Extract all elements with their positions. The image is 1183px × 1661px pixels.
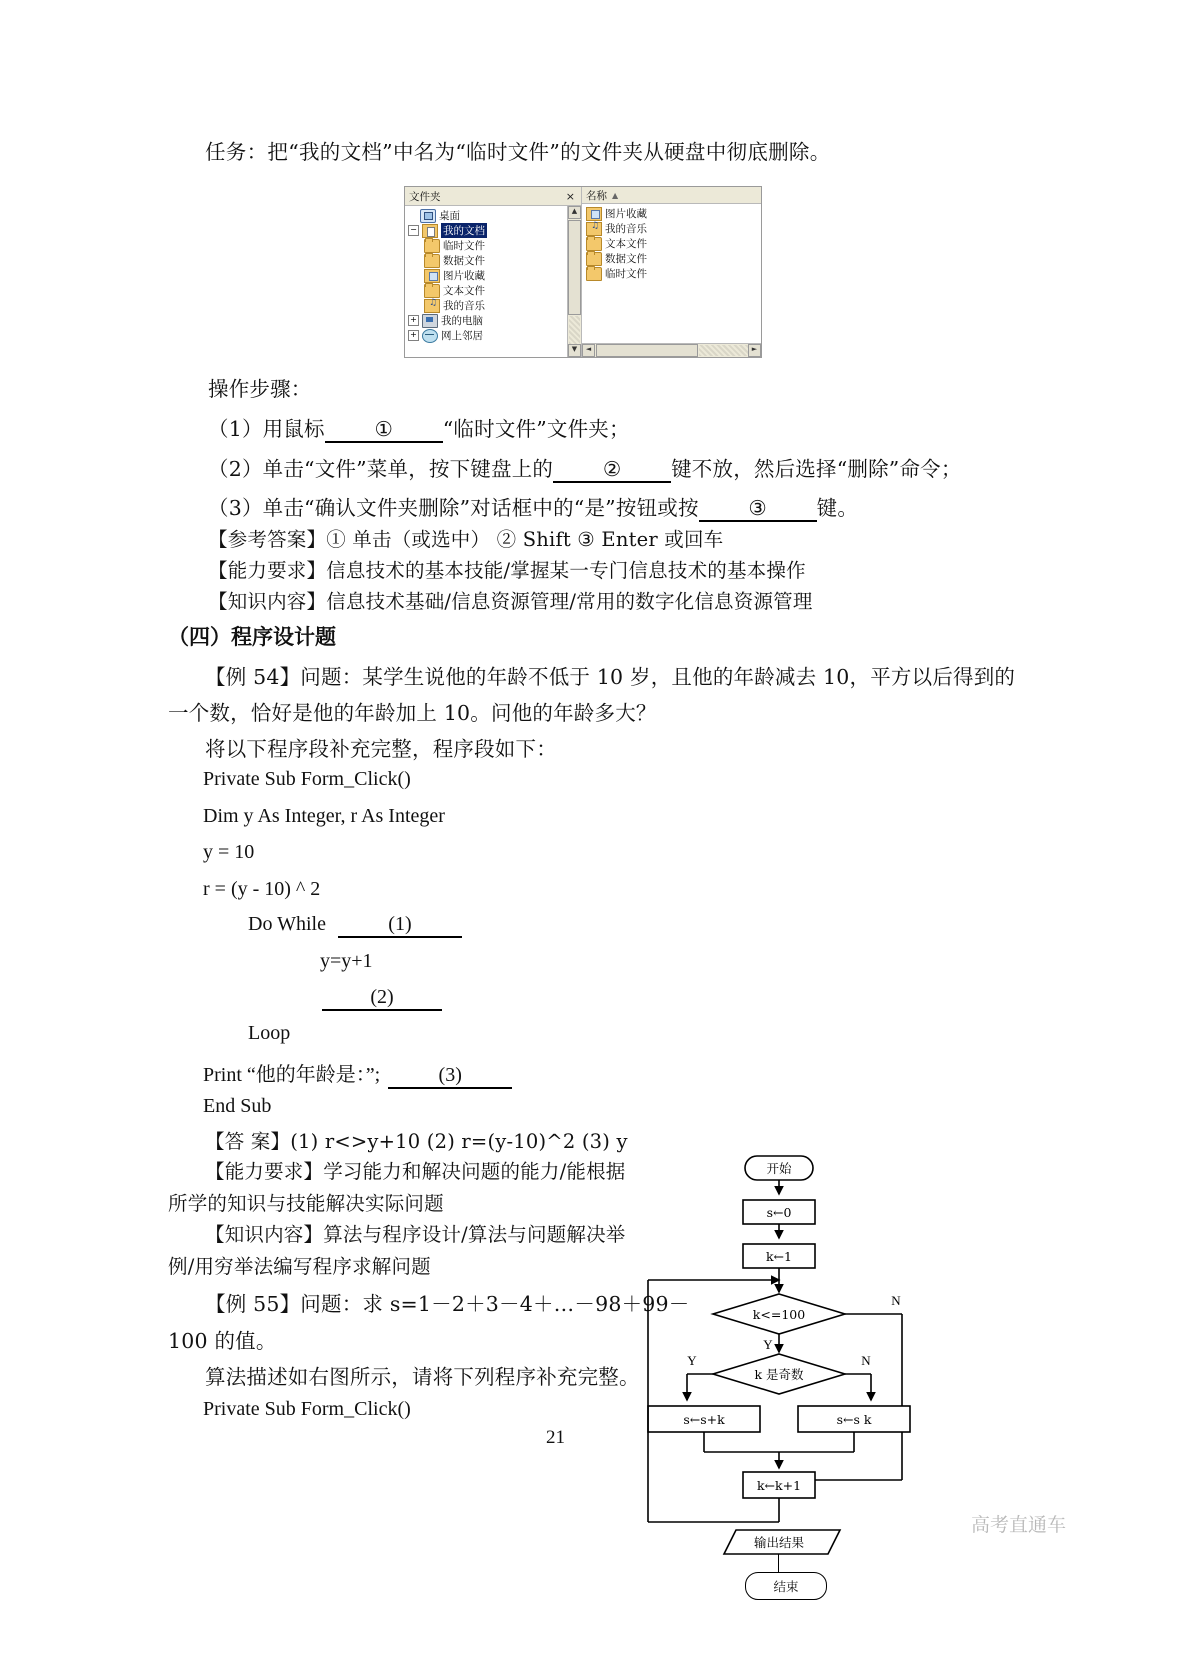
step-2-blank[interactable]: ②	[553, 457, 671, 483]
watermark: 高考直通车	[971, 1514, 1067, 1536]
step-1	[208, 412, 630, 443]
list-item[interactable]	[586, 251, 761, 266]
step-2	[208, 452, 962, 483]
step-3	[208, 491, 858, 522]
page-number: 21	[546, 1427, 565, 1448]
flow-node-init-s: s←0	[766, 1205, 792, 1220]
close-icon[interactable]: ×	[565, 189, 575, 203]
step-2-text-a: （2）单击“文件”菜单，按下键盘上的	[208, 457, 554, 481]
ability-requirement-line: 【能力要求】信息技术的基本技能/掌握某一专门信息技术的基本操作	[208, 559, 806, 582]
example54-knowledge-line2: 例/用穷举法编写程序求解问题	[168, 1255, 431, 1278]
code-blank-2[interactable]: (2)	[322, 986, 442, 1011]
code-line-loop: Loop	[248, 1022, 291, 1044]
flow-node-init-k: k←1	[765, 1249, 793, 1264]
scrollbar-thumb[interactable]	[568, 220, 581, 315]
folders-pane-title: 文件夹	[409, 190, 441, 203]
tree-item-data-files[interactable]	[408, 253, 567, 268]
tree-item-my-pictures[interactable]	[408, 268, 567, 283]
tree-item-label: 我的电脑	[441, 315, 483, 327]
code-line-loop-body: y=y+1	[320, 950, 373, 972]
code-line-r-assign: r = (y - 10) ^ 2	[203, 878, 321, 900]
folder-tree-wrapper	[405, 206, 581, 357]
flow-node-increment: k←k+1	[756, 1478, 802, 1493]
example54-question-line1: 【例 54】问题：某学生说他的年龄不低于 10 岁，且他的年龄减去 10，平方以后得到的	[205, 665, 1016, 689]
network-icon	[422, 329, 438, 343]
example54-knowledge-line1: 【知识内容】算法与程序设计/算法与问题解决举	[205, 1223, 626, 1246]
collapse-icon[interactable]: −	[408, 225, 419, 236]
step-1-blank[interactable]: ①	[325, 417, 443, 443]
scroll-down-icon[interactable]: ▼	[568, 344, 581, 357]
folder-icon	[586, 252, 602, 266]
knowledge-content-line: 【知识内容】信息技术基础/信息资源管理/常用的数字化信息资源管理	[208, 590, 813, 613]
step-3-text-a: （3）单击“确认文件夹删除”对话框中的“是”按钮或按	[208, 496, 699, 520]
tree-item-my-computer[interactable]	[408, 313, 567, 328]
tree-item-my-music[interactable]	[408, 298, 567, 313]
section-heading: （四）程序设计题	[168, 624, 336, 649]
folder-icon	[424, 239, 440, 253]
file-list-column-header[interactable]	[582, 187, 761, 204]
list-item[interactable]	[586, 206, 761, 221]
explorer-file-list-pane	[582, 187, 761, 357]
algorithm-flowchart	[640, 1150, 930, 1560]
tree-item-label: 我的音乐	[443, 300, 485, 312]
tree-item-desktop[interactable]	[408, 208, 567, 223]
tree-item-label: 文本文件	[443, 285, 485, 297]
folder-music-icon	[586, 222, 602, 236]
file-list-horizontal-scrollbar[interactable]	[582, 343, 761, 357]
flow-label-cond-odd-no: N	[861, 1353, 871, 1368]
step-2-text-b: 键不放，然后选择“删除”命令；	[671, 457, 962, 481]
print-label: Print “他的年龄是：”;	[203, 1064, 381, 1086]
code-blank-1[interactable]: (1)	[338, 913, 462, 938]
desktop-icon	[420, 209, 436, 223]
folder-doc-icon	[422, 224, 438, 238]
tree-item-my-documents[interactable]	[408, 223, 567, 238]
example55-question-line2: 100 的值。	[168, 1329, 277, 1353]
computer-icon	[422, 314, 438, 328]
code-line-do-while	[248, 913, 462, 938]
windows-explorer-screenshot	[404, 186, 762, 358]
flow-node-sub: s←s k	[836, 1412, 872, 1427]
code-line-dim: Dim y As Integer, r As Integer	[203, 805, 445, 827]
scroll-up-icon[interactable]: ▲	[568, 206, 581, 219]
code-line-y-assign: y = 10	[203, 841, 255, 863]
scroll-left-icon[interactable]: ◄	[582, 344, 595, 357]
expand-icon[interactable]: +	[408, 330, 419, 341]
tree-item-label: 图片收藏	[443, 270, 485, 282]
example54-ability-line2: 所学的知识与技能解决实际问题	[168, 1192, 444, 1215]
example54-question-line2: 一个数，恰好是他的年龄加上 10。问他的年龄多大？	[168, 701, 657, 725]
step-1-text-a: （1）用鼠标	[208, 417, 325, 441]
list-item-label: 数据文件	[605, 253, 647, 265]
tree-item-temp-files[interactable]	[408, 238, 567, 253]
flow-connector-output-to-end	[778, 1554, 779, 1572]
list-item-label: 临时文件	[605, 268, 647, 280]
example54-ability-line1: 【能力要求】学习能力和解决问题的能力/能根据	[205, 1160, 626, 1183]
sort-ascending-icon: ▲	[612, 190, 619, 200]
code-line-print	[203, 1058, 512, 1089]
tree-item-label: 临时文件	[443, 240, 485, 252]
list-item[interactable]	[586, 236, 761, 251]
code-line-blank-2	[322, 986, 442, 1011]
tree-item-label: 网上邻居	[441, 330, 483, 342]
list-item-label: 图片收藏	[605, 208, 647, 220]
flow-node-end: 结束	[773, 1579, 799, 1594]
folder-pic-icon	[586, 207, 602, 221]
code-line-end-sub: End Sub	[203, 1095, 272, 1117]
list-item-label: 文本文件	[605, 238, 647, 250]
step-1-text-b: “临时文件”文件夹；	[442, 417, 630, 441]
task-statement: 任务：把“我的文档”中名为“临时文件”的文件夹从硬盘中彻底删除。	[205, 140, 831, 164]
code-line-private-sub: Private Sub Form_Click()	[203, 768, 411, 790]
step-3-text-b: 键。	[816, 496, 859, 520]
folder-icon	[424, 284, 440, 298]
tree-item-label: 桌面	[439, 210, 460, 222]
column-header-name: 名称	[586, 189, 607, 202]
do-while-label: Do While	[248, 913, 326, 935]
flow-node-output: 输出结果	[753, 1535, 805, 1550]
flow-node-start: 开始	[766, 1161, 792, 1176]
step-3-blank[interactable]: ③	[699, 496, 817, 522]
folder-pic-icon	[424, 269, 440, 283]
expand-icon[interactable]: +	[408, 315, 419, 326]
list-item[interactable]	[586, 221, 761, 236]
folders-pane-titlebar	[405, 187, 581, 206]
scrollbar-thumb[interactable]	[596, 344, 698, 357]
list-item-label: 我的音乐	[605, 223, 647, 235]
flow-label-cond-odd-yes: Y	[687, 1353, 697, 1368]
example55-instruction: 算法描述如右图所示，请将下列程序补充完整。	[205, 1365, 640, 1389]
folder-icon	[586, 237, 602, 251]
tree-item-label: 我的文档	[443, 225, 485, 237]
example54-answer-line: 【答 案】(1) r<>y+10 (2) r=(y-10)^2 (3) y	[205, 1130, 628, 1153]
code-blank-3[interactable]: (3)	[388, 1064, 512, 1089]
folder-icon	[586, 267, 602, 281]
folders-vertical-scrollbar[interactable]	[567, 206, 581, 357]
list-item[interactable]	[586, 266, 761, 281]
explorer-folders-pane	[405, 187, 582, 357]
example55-code-line1: Private Sub Form_Click()	[203, 1398, 411, 1420]
scrollbar-track[interactable]	[699, 345, 748, 356]
folder-icon	[424, 254, 440, 268]
scrollbar-track[interactable]	[569, 316, 580, 344]
example54-instruction: 将以下程序段补充完整，程序段如下：	[205, 737, 557, 761]
scroll-right-icon[interactable]: ►	[748, 344, 761, 357]
flow-node-cond-odd: k 是奇数	[754, 1367, 804, 1382]
tree-item-text-files[interactable]	[408, 283, 567, 298]
flow-node-end-wrapper	[745, 1572, 827, 1600]
folder-music-icon	[424, 299, 440, 313]
folder-tree	[405, 206, 567, 357]
steps-title: 操作步骤：	[208, 377, 312, 401]
flow-label-cond-k-yes: Y	[763, 1337, 773, 1352]
flow-label-cond-k-no: N	[891, 1293, 901, 1308]
file-list	[582, 204, 761, 343]
tree-item-label: 数据文件	[443, 255, 485, 267]
flow-node-cond-k: k<=100	[752, 1307, 806, 1322]
tree-item-network-neighborhood[interactable]	[408, 328, 567, 343]
flow-node-add: s←s+k	[683, 1412, 725, 1427]
example55-question-line1: 【例 55】问题：求 s=1－2＋3－4＋…－98＋99－	[205, 1292, 690, 1316]
reference-answer-line: 【参考答案】① 单击（或选中） ② Shift ③ Enter 或回车	[208, 528, 724, 551]
